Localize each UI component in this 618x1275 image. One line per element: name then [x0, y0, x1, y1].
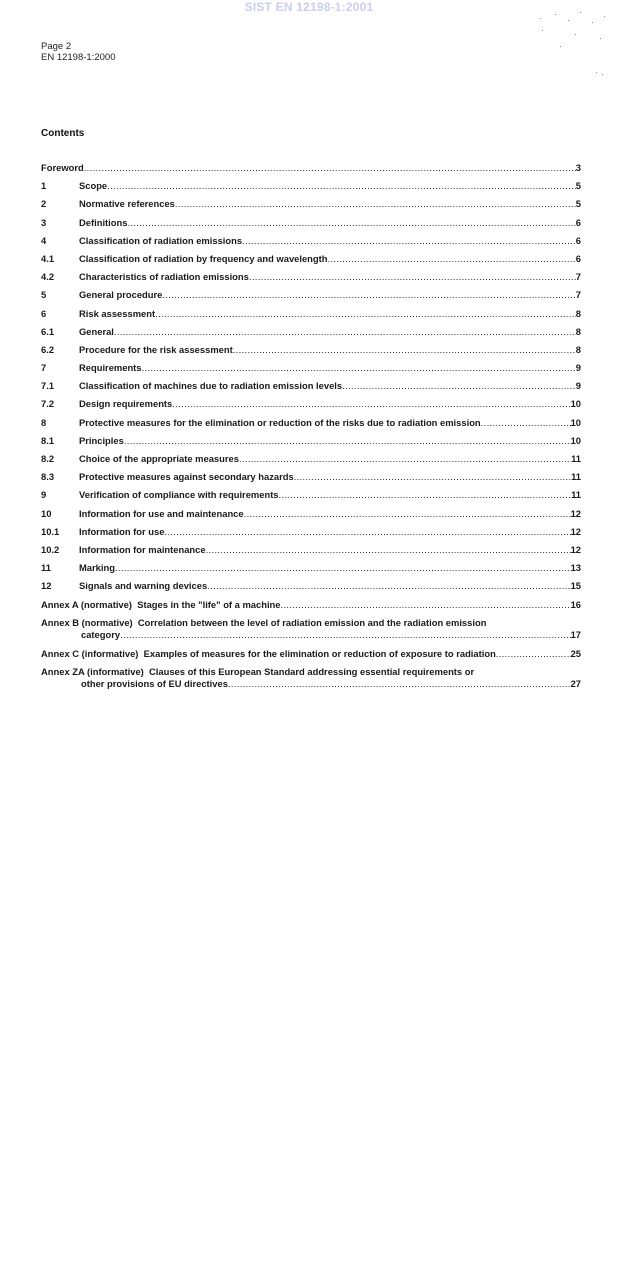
section-number: 6.1: [41, 325, 55, 337]
toc-entry[interactable]: [41, 162, 581, 180]
page-ref: 7: [575, 271, 581, 283]
dot-leader: [127, 217, 575, 229]
annex-label: Annex ZA (informative): [41, 665, 144, 677]
toc-entry-line: [41, 326, 581, 338]
toc-entry-line: [41, 489, 581, 501]
section-number: 6: [41, 307, 47, 319]
toc-entry[interactable]: [41, 289, 581, 307]
dot-leader: [328, 253, 576, 265]
dot-leader: [242, 235, 576, 247]
toc-entry[interactable]: [41, 617, 581, 648]
section-title: General: [79, 325, 114, 337]
toc-entry[interactable]: [41, 398, 581, 416]
section-title: Principles: [79, 434, 124, 446]
toc-entry[interactable]: [41, 308, 581, 326]
section-number: 12: [41, 580, 52, 592]
page-ref: 12: [570, 525, 581, 537]
toc-entry-line: [41, 289, 581, 301]
annex-title-cont: other provisions of EU directives: [81, 677, 228, 689]
dot-leader: [124, 435, 571, 447]
page-ref: 9: [575, 362, 581, 374]
page-ref: 15: [570, 580, 581, 592]
page-ref: 5: [575, 198, 581, 210]
dot-leader: [84, 162, 576, 174]
page-ref: 17: [570, 628, 581, 640]
toc-entry-line: [41, 508, 581, 520]
dot-leader: [244, 508, 571, 520]
page-ref: 7: [575, 289, 581, 301]
toc-entry[interactable]: [41, 362, 581, 380]
toc-entry[interactable]: [41, 648, 581, 666]
toc-entry[interactable]: [41, 417, 581, 435]
section-number: 8: [41, 416, 47, 428]
section-title: Protective measures for the elimination or reduction of the risks due to radiation emission: [79, 416, 481, 428]
section-number: 4.2: [41, 271, 55, 283]
section-number: 1: [41, 180, 47, 192]
toc-entry-line: [41, 678, 581, 690]
page-ref: 16: [570, 598, 581, 610]
scan-specks: [520, 8, 618, 88]
standard-id: EN 12198-1:2000: [41, 52, 116, 63]
section-title: Scope: [79, 180, 108, 192]
section-title: Requirements: [79, 362, 142, 374]
dot-leader: [342, 380, 576, 392]
toc-entry[interactable]: [41, 544, 581, 562]
section-title: Normative references: [79, 198, 175, 210]
section-title: Procedure for the risk assessment: [79, 343, 233, 355]
section-title: Risk assessment: [79, 307, 156, 319]
dot-leader: [294, 471, 571, 483]
page-ref: 8: [575, 325, 581, 337]
toc-entry-line: [41, 599, 581, 611]
toc-entry-line: [41, 380, 581, 392]
page-ref: 8: [575, 343, 581, 355]
page-ref: 27: [570, 677, 581, 689]
dot-leader: [114, 326, 576, 338]
toc-entry[interactable]: [41, 180, 581, 198]
section-title: Signals and warning devices: [79, 580, 208, 592]
toc-entry-line: [41, 271, 581, 283]
section-number: 3: [41, 216, 47, 228]
page-ref: 13: [570, 562, 581, 574]
section-number: 9: [41, 489, 47, 501]
dot-leader: [228, 678, 571, 690]
toc-entry-line: [41, 562, 581, 574]
section-number: 4: [41, 234, 47, 246]
toc-entry-line: [41, 417, 581, 429]
table-of-contents: [41, 162, 581, 697]
dot-leader: [481, 417, 571, 429]
toc-entry[interactable]: [41, 453, 581, 471]
toc-entry[interactable]: [41, 235, 581, 253]
toc-entry-line: [41, 648, 581, 660]
dot-leader: [175, 198, 576, 210]
toc-entry[interactable]: [41, 198, 581, 216]
toc-entry[interactable]: [41, 508, 581, 526]
page-ref: 11: [571, 489, 581, 501]
dot-leader: [279, 489, 572, 501]
page-ref: 6: [575, 234, 581, 246]
page-ref: 8: [575, 307, 581, 319]
section-number: 6.2: [41, 343, 55, 355]
dot-leader: [164, 526, 570, 538]
page-ref: 5: [575, 180, 581, 192]
section-title: Marking: [79, 562, 115, 574]
section-title: Classification of radiation emissions: [79, 234, 243, 246]
page-ref: 11: [571, 453, 581, 464]
annex-title: Stages in the "life" of a machine: [137, 598, 281, 610]
page-header: [41, 41, 115, 63]
section-number: 7.2: [41, 398, 55, 410]
toc-entry-line: [41, 344, 581, 356]
toc-entry-line: [41, 217, 581, 229]
section-title: Protective measures against secondary hazards: [79, 471, 294, 483]
page-ref: 10: [570, 398, 581, 410]
toc-entry[interactable]: [41, 471, 581, 489]
annex-title: Correlation between the level of radiation emission and the radiation emission: [137, 616, 487, 628]
section-title: Information for use and maintenance: [79, 507, 244, 519]
page-ref: 12: [570, 507, 581, 519]
toc-entry-line: [41, 362, 581, 374]
toc-entry-line: [41, 398, 581, 410]
section-title: Information for maintenance: [79, 543, 206, 555]
toc-entry-line: [41, 162, 581, 174]
section-title: Characteristics of radiation emissions: [79, 271, 249, 283]
page-number: Page 2: [41, 41, 72, 52]
dot-leader: [496, 648, 571, 660]
page-ref: 6: [575, 216, 581, 228]
section-number: 7.1: [41, 380, 55, 392]
toc-entry[interactable]: [41, 380, 581, 398]
dot-leader: [120, 629, 570, 641]
page-ref: 12: [570, 543, 581, 555]
section-number: 8.3: [41, 471, 55, 483]
toc-entry[interactable]: [41, 253, 581, 271]
dot-leader: [233, 344, 576, 356]
toc-entry-line: [41, 308, 581, 320]
toc-entry-line: [41, 435, 581, 447]
section-title: Foreword: [41, 162, 84, 173]
section-title: Definitions: [79, 216, 128, 228]
toc-entry[interactable]: [41, 271, 581, 289]
toc-entry-line: [41, 180, 581, 192]
section-number: 10: [41, 507, 52, 519]
section-number: 10.1: [41, 525, 60, 537]
annex-label: Annex A (normative): [41, 598, 132, 610]
toc-entry[interactable]: [41, 217, 581, 235]
section-title: Information for use: [79, 525, 165, 537]
toc-entry[interactable]: [41, 599, 581, 617]
toc-entry-line: [41, 666, 581, 678]
section-number: 8.2: [41, 453, 55, 464]
toc-entry[interactable]: [41, 526, 581, 544]
page-ref: 11: [571, 471, 581, 483]
dot-leader: [249, 271, 576, 283]
dot-leader: [239, 453, 571, 465]
toc-entry-line: [41, 453, 581, 465]
section-title: Design requirements: [79, 398, 173, 410]
toc-entry-line: [41, 617, 581, 629]
toc-entry-line: [41, 235, 581, 247]
toc-entry[interactable]: [41, 489, 581, 507]
section-title: Choice of the appropriate measures: [79, 453, 239, 464]
annex-label: Annex B (normative): [41, 616, 133, 628]
toc-entry[interactable]: [41, 562, 581, 580]
toc-entry-line: [41, 198, 581, 210]
dot-leader: [172, 398, 570, 410]
annex-title: Clauses of this European Standard addressing essential requirements or: [149, 665, 475, 677]
page-ref: 25: [570, 647, 581, 659]
dot-leader: [142, 362, 576, 374]
toc-entry-line: [41, 544, 581, 556]
page-ref: 10: [570, 434, 581, 446]
toc-entry[interactable]: [41, 435, 581, 453]
page-ref: 10: [570, 416, 581, 428]
toc-entry[interactable]: [41, 344, 581, 362]
toc-entry-line: [41, 471, 581, 483]
page-ref: 3: [575, 162, 581, 173]
contents-heading: Contents: [41, 128, 85, 139]
annex-title: Examples of measures for the elimination or reduction of exposure to radiation: [143, 647, 496, 659]
watermark: SIST EN 12198-1:2001: [244, 0, 374, 14]
annex-label: Annex C (informative): [41, 647, 139, 659]
dot-leader: [207, 580, 570, 592]
dot-leader: [162, 289, 575, 301]
dot-leader: [281, 599, 571, 611]
section-title: Classification of machines due to radiation emission levels: [79, 380, 343, 392]
section-number: 2: [41, 198, 47, 210]
section-title: Verification of compliance with requirements: [79, 489, 279, 501]
toc-entry-line: [41, 629, 581, 641]
page-ref: 6: [575, 252, 581, 264]
dot-leader: [115, 562, 571, 574]
section-number: 11: [41, 562, 51, 574]
annex-title-cont: category: [81, 628, 121, 640]
dot-leader: [155, 308, 576, 320]
dot-leader: [107, 180, 576, 192]
section-number: 10.2: [41, 543, 60, 555]
section-number: 4.1: [41, 252, 55, 264]
toc-entry[interactable]: [41, 666, 581, 697]
toc-entry[interactable]: [41, 580, 581, 598]
section-number: 8.1: [41, 434, 55, 446]
page-ref: 9: [575, 380, 581, 392]
section-number: 5: [41, 289, 47, 301]
toc-entry-line: [41, 580, 581, 592]
dot-leader: [206, 544, 571, 556]
toc-entry-line: [41, 526, 581, 538]
section-title: Classification of radiation by frequency and wavelength: [79, 252, 328, 264]
toc-entry-line: [41, 253, 581, 265]
toc-entry[interactable]: [41, 326, 581, 344]
section-title: General procedure: [79, 289, 163, 301]
section-number: 7: [41, 362, 47, 374]
